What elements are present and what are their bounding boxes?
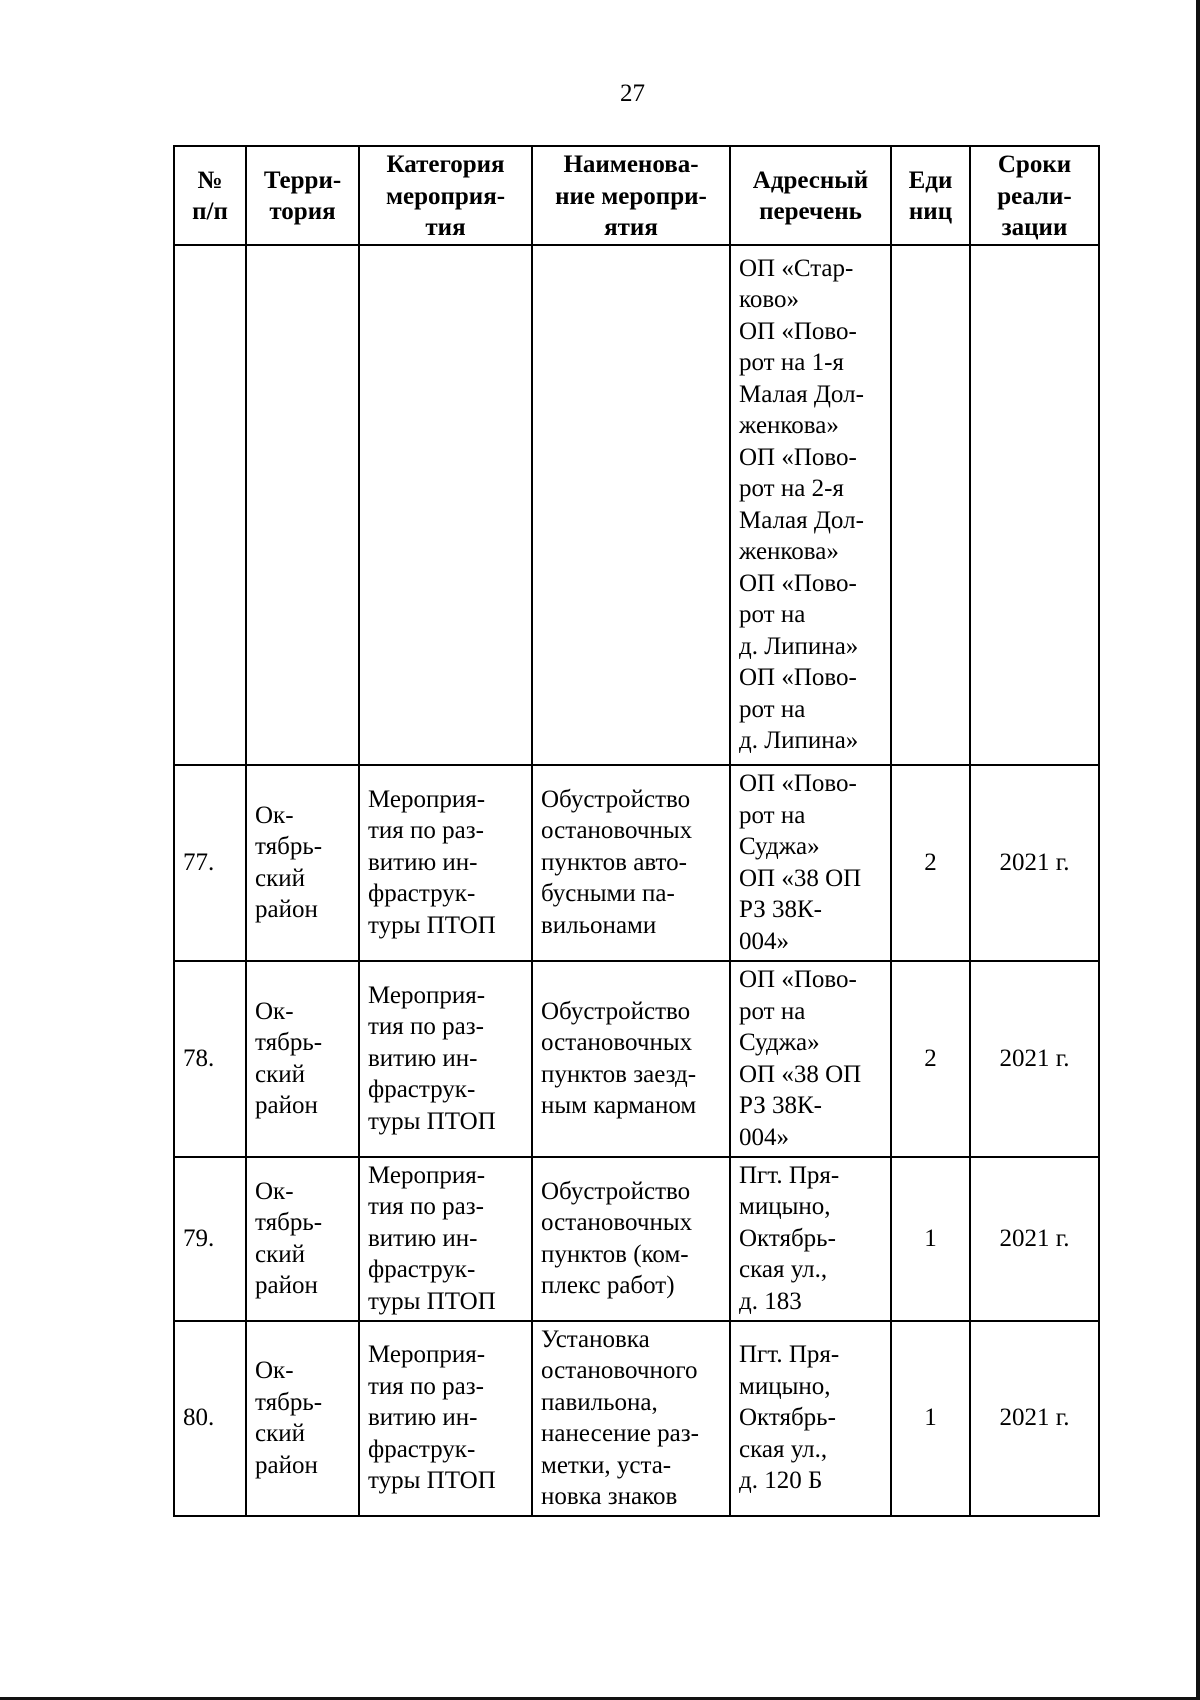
cell-term: 2021 г. xyxy=(970,1321,1099,1516)
cell-category: Мероприя- тия по раз- витию ин- фраструк- туры ПТОП xyxy=(359,961,532,1157)
cell-name: Обустройство остановочных пунктов (ком- плекс работ) xyxy=(532,1157,730,1321)
header-territory: Терри- тория xyxy=(246,146,359,245)
cell-address: ОП «Пово- рот на Суджа» ОП «38 ОП РЗ 38К- 004» xyxy=(730,765,891,961)
cell-territory: Ок- тябрь- ский район xyxy=(246,1321,359,1516)
cell-num: 78. xyxy=(174,961,246,1157)
cell-term: 2021 г. xyxy=(970,961,1099,1157)
cell-category: Мероприя- тия по раз- витию ин- фраструк- туры ПТОП xyxy=(359,765,532,961)
measures-table xyxy=(173,145,1100,1517)
cell-units: 2 xyxy=(891,765,970,961)
header-term: Сроки реали- зации xyxy=(970,146,1099,245)
cell-category: Мероприя- тия по раз- витию ин- фраструк- туры ПТОП xyxy=(359,1321,532,1516)
cell-term: 2021 г. xyxy=(970,1157,1099,1321)
cell-num: 79. xyxy=(174,1157,246,1321)
table-row xyxy=(174,961,1099,1157)
table-row xyxy=(174,1321,1099,1516)
cell-territory xyxy=(246,245,359,765)
cell-address: ОП «Стар- ково» ОП «Пово- рот на 1-я Малая Дол- женкова» ОП «Пово- рот на 2-я Малая Дол- женкова» ОП «Пово- рот на д. Липина» ОП «Пово- рот на д. Липина» xyxy=(730,245,891,765)
cell-territory: Ок- тябрь- ский район xyxy=(246,961,359,1157)
table-row xyxy=(174,765,1099,961)
cell-territory: Ок- тябрь- ский район xyxy=(246,1157,359,1321)
cell-units xyxy=(891,245,970,765)
cell-address: Пгт. Пря- мицыно, Октябрь- ская ул., д. 183 xyxy=(730,1157,891,1321)
cell-units: 1 xyxy=(891,1157,970,1321)
header-num: № п/п xyxy=(174,146,246,245)
header-units: Еди ниц xyxy=(891,146,970,245)
header-category: Категория мероприя- тия xyxy=(359,146,532,245)
cell-num: 80. xyxy=(174,1321,246,1516)
cell-term xyxy=(970,245,1099,765)
cell-address: ОП «Пово- рот на Суджа» ОП «38 ОП РЗ 38К- 004» xyxy=(730,961,891,1157)
cell-units: 1 xyxy=(891,1321,970,1516)
cell-name: Обустройство остановочных пунктов авто- бусными па- вильонами xyxy=(532,765,730,961)
cell-num: 77. xyxy=(174,765,246,961)
cell-name: Обустройство остановочных пунктов заезд- ным карманом xyxy=(532,961,730,1157)
table-row xyxy=(174,1157,1099,1321)
cell-address: Пгт. Пря- мицыно, Октябрь- ская ул., д. 120 Б xyxy=(730,1321,891,1516)
header-row xyxy=(174,146,1099,245)
cell-units: 2 xyxy=(891,961,970,1157)
cell-category: Мероприя- тия по раз- витию ин- фраструк- туры ПТОП xyxy=(359,1157,532,1321)
page-number: 27 xyxy=(620,80,645,107)
cell-category xyxy=(359,245,532,765)
cell-territory: Ок- тябрь- ский район xyxy=(246,765,359,961)
header-name: Наименова- ние меропри- ятия xyxy=(532,146,730,245)
cell-name xyxy=(532,245,730,765)
header-address: Адресный перечень xyxy=(730,146,891,245)
table-row-continuation xyxy=(174,245,1099,765)
cell-term: 2021 г. xyxy=(970,765,1099,961)
cell-name: Установка остановочного павильона, нанесение раз- метки, уста- новка знаков xyxy=(532,1321,730,1516)
cell-num xyxy=(174,245,246,765)
page-edge-right xyxy=(1196,0,1200,1700)
